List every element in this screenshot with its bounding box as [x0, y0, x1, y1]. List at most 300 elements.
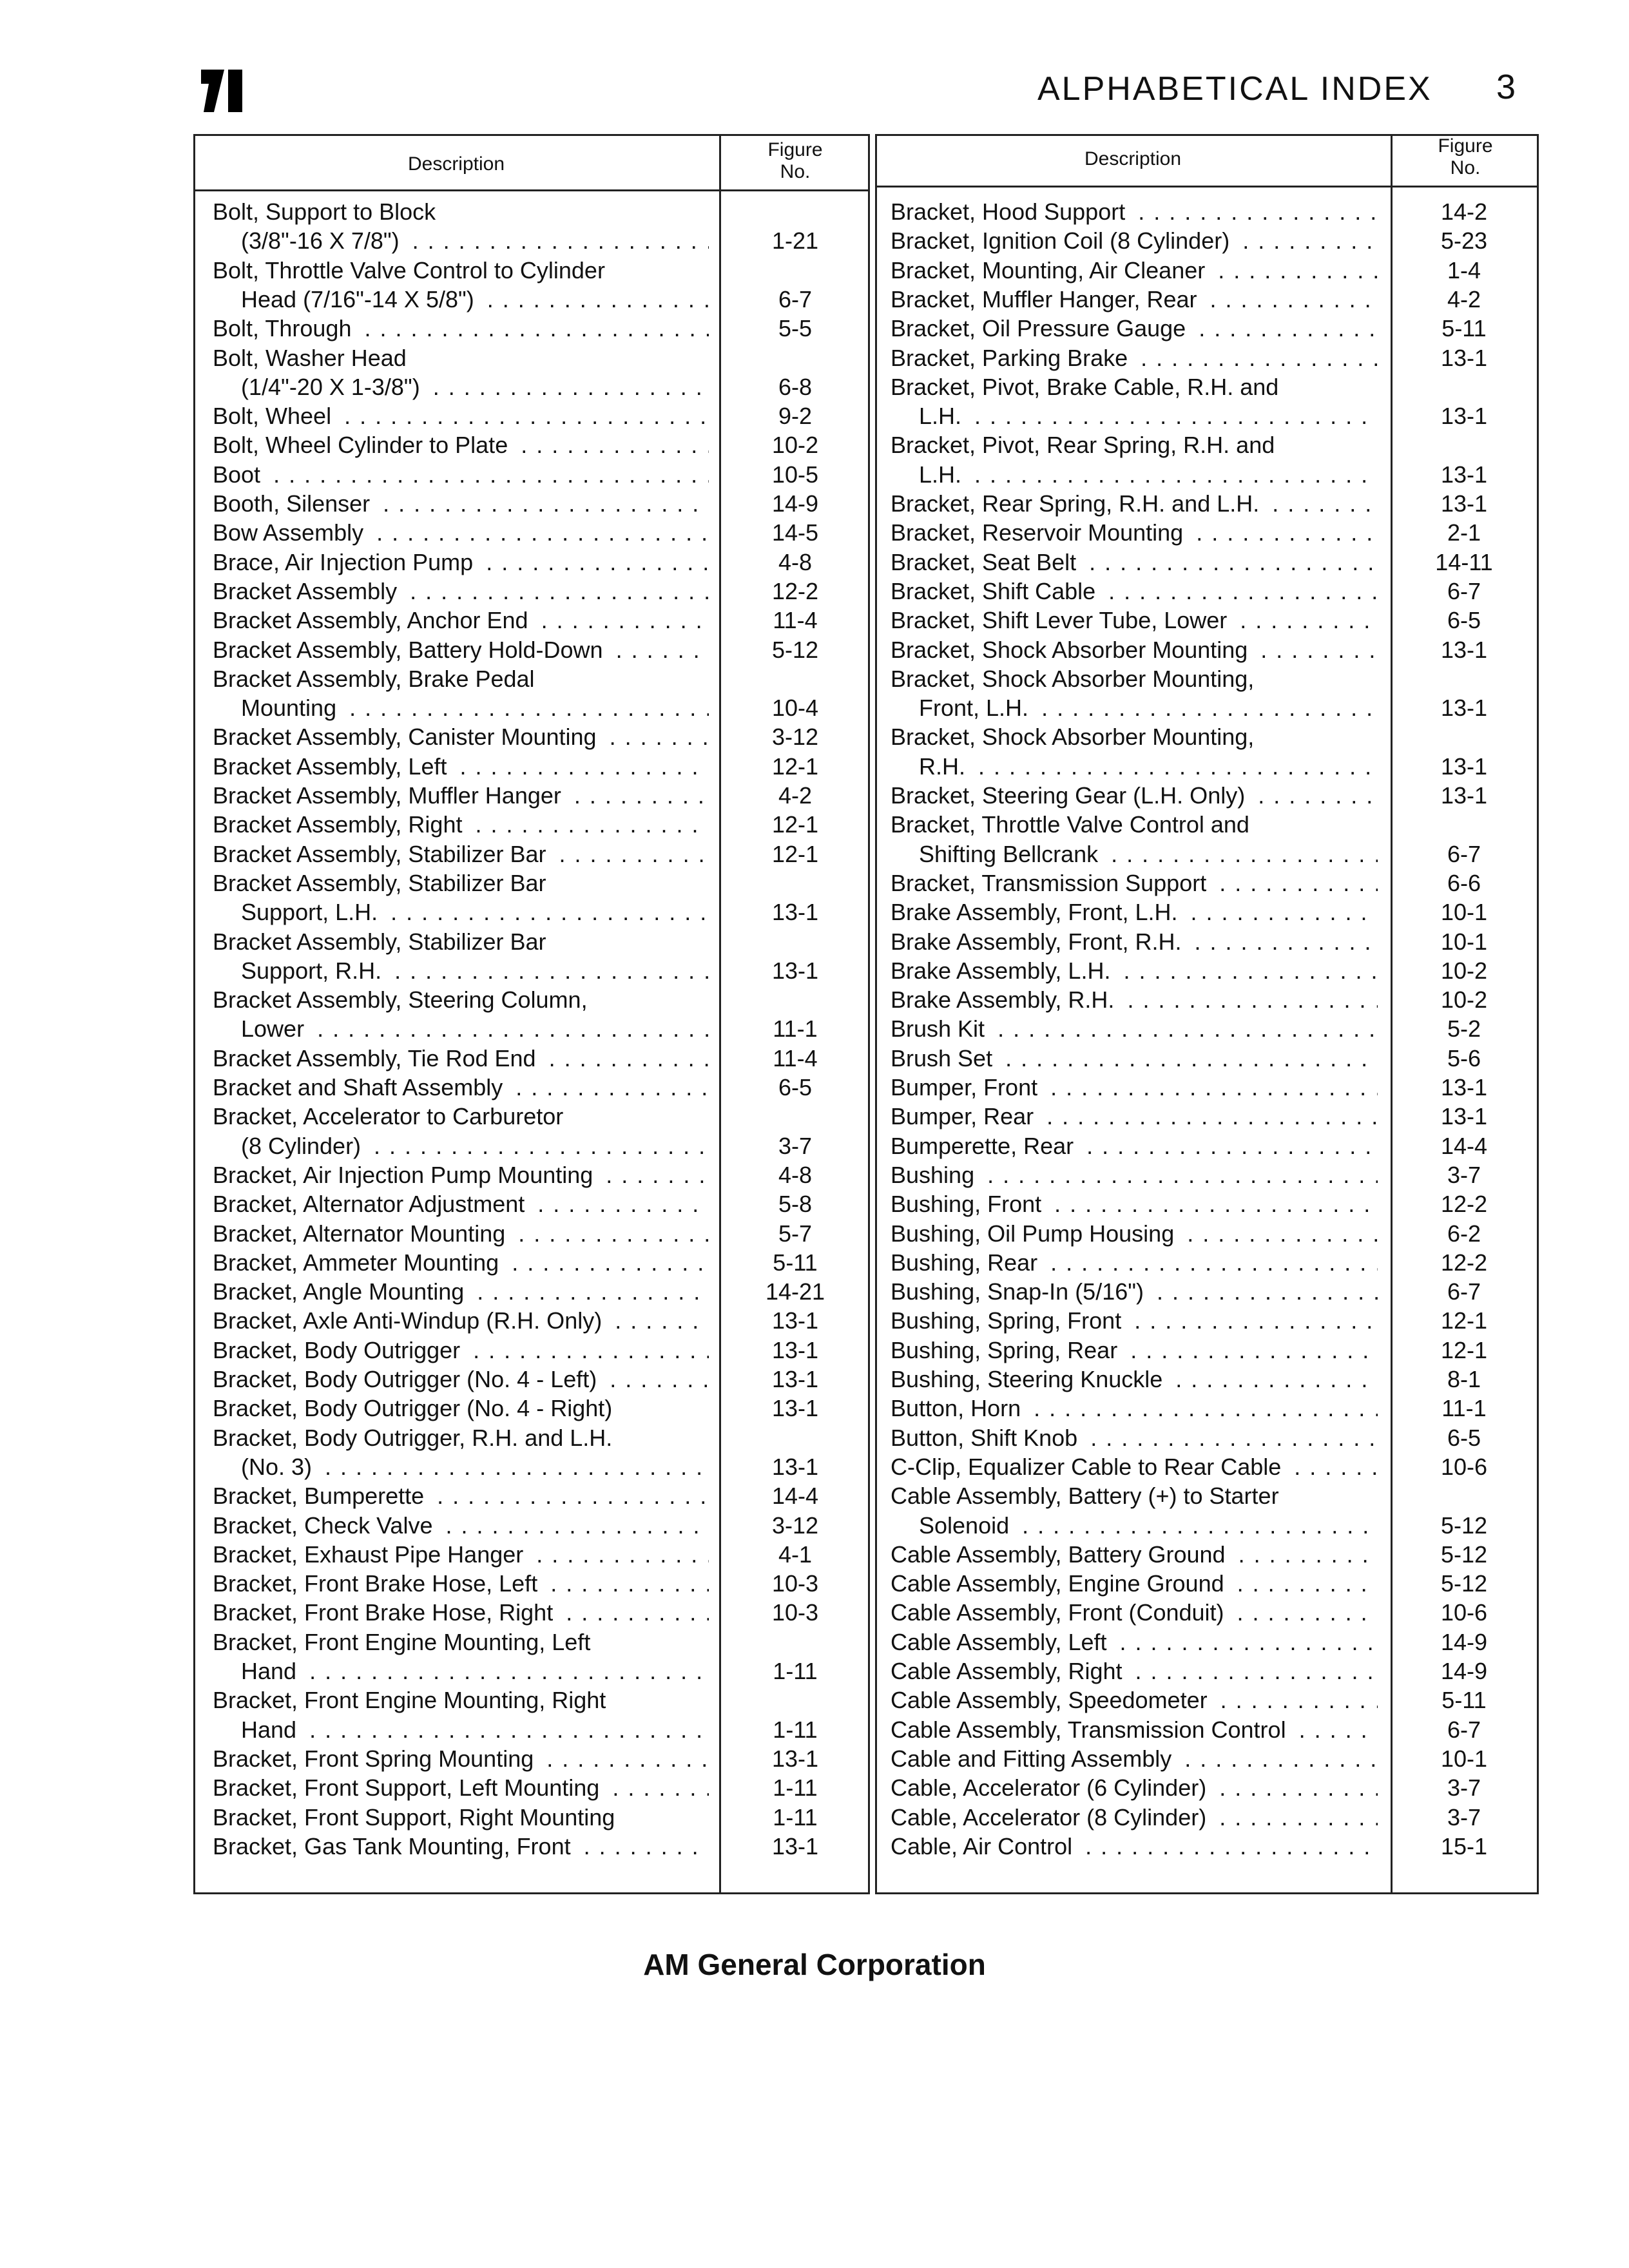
entry-description: Bracket and Shaft Assembly . . .	[213, 1073, 709, 1102]
entry-description: R.H. . . .	[919, 752, 1378, 781]
entry-description: Bracket Assembly, Battery Hold-Down . . .	[213, 635, 709, 664]
index-entry	[213, 1803, 867, 1832]
entry-description: Brake Assembly, L.H. . . .	[891, 956, 1378, 985]
entry-figure-number: 13-1	[771, 1453, 819, 1480]
index-entry	[891, 956, 1536, 985]
index-entry	[891, 606, 1536, 635]
entry-figure-number: 3-7	[1447, 1803, 1481, 1831]
index-entry	[891, 1481, 1536, 1510]
index-entry	[213, 1073, 867, 1102]
entry-figure-number: 3-7	[1447, 1161, 1481, 1188]
index-entry	[891, 1365, 1536, 1394]
entry-description: Mounting . . .	[241, 693, 709, 722]
entry-description: Cable Assembly, Battery (+) to Starter	[891, 1481, 1378, 1510]
entry-description: Bracket, Ignition Coil (8 Cylinder) . . .	[891, 226, 1378, 255]
entry-figure-number: 10-5	[771, 461, 819, 488]
index-entry	[891, 1014, 1536, 1043]
entry-description: Cable Assembly, Battery Ground . . .	[891, 1540, 1378, 1569]
entry-description: Bracket, Shock Absorber Mounting,	[891, 664, 1378, 693]
index-entry	[213, 606, 867, 635]
entry-description: Bracket, Body Outrigger (No. 4 - Left) . . .	[213, 1365, 709, 1394]
page-title: ALPHABETICAL INDEX	[1037, 70, 1432, 108]
index-entry	[891, 314, 1536, 343]
entry-figure-number: 12-1	[1440, 1307, 1488, 1334]
entry-description: Support, L.H. . . .	[241, 898, 709, 927]
index-entry	[891, 1452, 1536, 1481]
index-entry	[891, 1511, 1536, 1540]
index-entry	[891, 752, 1536, 781]
entry-figure-number: 12-1	[771, 840, 819, 867]
entry-figure-number: 11-1	[773, 1015, 818, 1043]
entry-description: (1/4"-20 X 1-3/8") . . .	[241, 372, 709, 401]
entry-description: Bracket, Front Brake Hose, Left . . .	[213, 1569, 709, 1598]
index-entry	[891, 1832, 1536, 1861]
index-entry	[891, 256, 1536, 285]
index-entry	[213, 1511, 867, 1540]
entry-figure-number: 6-5	[778, 1074, 813, 1100]
entry-description: Bracket, Mounting, Air Cleaner . . .	[891, 256, 1378, 285]
entry-figure-number: 14-11	[1435, 548, 1493, 575]
entry-description: Bushing, Rear . . .	[891, 1248, 1378, 1277]
index-entry	[213, 1306, 867, 1335]
entry-figure-number: 14-4	[1440, 1132, 1488, 1159]
index-entry	[891, 1277, 1536, 1306]
index-entry	[891, 518, 1536, 547]
entry-description: Bracket Assembly, Steering Column,	[213, 985, 709, 1014]
index-entry	[891, 1102, 1536, 1131]
entry-figure-number: 13-1	[1440, 1074, 1488, 1100]
entry-description: Bracket, Muffler Hanger, Rear . . .	[891, 285, 1378, 314]
entry-figure-number: 13-1	[771, 899, 819, 926]
entry-figure-number: 13-1	[1440, 636, 1488, 663]
index-entry	[891, 985, 1536, 1014]
entry-description: Bolt, Through . . .	[213, 314, 709, 343]
entry-figure-number: 1-11	[773, 1774, 818, 1802]
index-entry	[891, 197, 1536, 226]
index-entry	[891, 635, 1536, 664]
entry-figure-number: 3-12	[771, 724, 819, 751]
entry-description: Brake Assembly, R.H. . . .	[891, 985, 1378, 1014]
entry-figure-number: 13-1	[771, 957, 819, 984]
entry-description: Bracket, Front Engine Mounting, Left	[213, 1628, 709, 1657]
entry-description: Bracket Assembly . . .	[213, 577, 709, 606]
index-entry	[213, 1102, 867, 1131]
entry-figure-number: 10-3	[771, 1599, 819, 1626]
entry-figure-number: 12-1	[771, 753, 819, 780]
index-entry	[891, 927, 1536, 956]
index-entry	[213, 869, 867, 898]
index-entry	[213, 1131, 867, 1160]
index-entry	[891, 1628, 1536, 1657]
entry-figure-number: 5-8	[778, 1191, 813, 1218]
entry-figure-number: 9-2	[778, 403, 813, 430]
index-entry	[891, 1394, 1536, 1423]
index-entry	[213, 781, 867, 810]
entry-description: Bracket, Throttle Valve Control and	[891, 810, 1378, 839]
entry-description: Boot . . .	[213, 460, 709, 489]
entry-description: Hand . . .	[241, 1657, 709, 1686]
entry-description: Bracket, Bumperette . . .	[213, 1481, 709, 1510]
index-table	[193, 134, 1539, 1894]
index-entry	[213, 1044, 867, 1073]
index-entry	[891, 1131, 1536, 1160]
entry-figure-number: 13-1	[771, 1366, 819, 1392]
entry-figure-number: 14-9	[771, 490, 819, 517]
entry-figure-number: 10-3	[771, 1570, 819, 1597]
entry-description: Cable Assembly, Engine Ground . . .	[891, 1569, 1378, 1598]
entry-figure-number: 10-4	[771, 695, 819, 722]
entry-description: Lower . . .	[241, 1014, 709, 1043]
index-entry	[213, 1248, 867, 1277]
entry-description: Bracket, Seat Belt . . .	[891, 548, 1378, 577]
entry-description: Bracket, Ammeter Mounting . . .	[213, 1248, 709, 1277]
entry-figure-number: 13-1	[771, 1336, 819, 1363]
entry-figure-number: 3-12	[771, 1512, 819, 1539]
entry-description: Shifting Bellcrank . . .	[919, 840, 1378, 869]
index-entry	[213, 314, 867, 343]
entry-figure-number: 6-7	[778, 285, 813, 312]
entry-figure-number: 13-1	[1440, 403, 1488, 430]
entry-description: Bracket, Oil Pressure Gauge . . .	[891, 314, 1378, 343]
entry-description: Bolt, Washer Head	[213, 343, 709, 372]
index-entry	[891, 489, 1536, 518]
entry-description: Bushing, Snap-In (5/16") . . .	[891, 1277, 1378, 1306]
am-general-logo-icon	[201, 70, 244, 112]
entry-figure-number: 13-1	[1440, 753, 1488, 780]
entry-description: Bracket Assembly, Tie Rod End . . .	[213, 1044, 709, 1073]
index-entry	[891, 577, 1536, 606]
entry-description: Booth, Silenser . . .	[213, 489, 709, 518]
entry-description: Cable Assembly, Front (Conduit) . . .	[891, 1598, 1378, 1627]
entry-figure-number: 14-21	[765, 1278, 825, 1305]
index-entry	[213, 1598, 867, 1627]
entry-description: Bracket, Front Spring Mounting . . .	[213, 1744, 709, 1773]
entry-description: Bracket, Rear Spring, R.H. and L.H. . . .	[891, 489, 1378, 518]
index-entry	[213, 1481, 867, 1510]
entry-figure-number: 14-9	[1440, 1628, 1488, 1655]
page-number: 3	[1496, 68, 1516, 106]
entry-figure-number: 6-7	[1447, 1278, 1481, 1305]
index-entry	[213, 401, 867, 430]
index-entry	[891, 1306, 1536, 1335]
entry-figure-number: 4-8	[778, 548, 813, 575]
entry-description: Bracket, Parking Brake . . .	[891, 343, 1378, 372]
entry-description: Bracket, Front Engine Mounting, Right	[213, 1686, 709, 1715]
entry-description: Bracket, Exhaust Pipe Hanger . . .	[213, 1540, 709, 1569]
entry-description: Bracket, Pivot, Rear Spring, R.H. and	[891, 430, 1378, 459]
entry-figure-number: 5-11	[1441, 1687, 1487, 1714]
entry-description: Bracket Assembly, Stabilizer Bar . . .	[213, 840, 709, 869]
entry-figure-number: 12-2	[771, 577, 819, 604]
index-entry	[213, 489, 867, 518]
entry-figure-number: 5-7	[778, 1220, 813, 1247]
entry-figure-number: 5-6	[1447, 1044, 1481, 1072]
entry-figure-number: 6-2	[1447, 1220, 1481, 1247]
index-entry	[891, 1744, 1536, 1773]
entry-description: Bracket Assembly, Stabilizer Bar	[213, 869, 709, 898]
entry-figure-number: 12-2	[1440, 1191, 1488, 1218]
entry-description: Bracket, Alternator Mounting . . .	[213, 1219, 709, 1248]
entry-description: Bracket Assembly, Brake Pedal	[213, 664, 709, 693]
entry-figure-number: 13-1	[771, 1395, 819, 1422]
index-entry	[213, 460, 867, 489]
entry-description: Bushing, Oil Pump Housing . . .	[891, 1219, 1378, 1248]
entry-figure-number: 12-1	[1440, 1336, 1488, 1363]
entry-description: C-Clip, Equalizer Cable to Rear Cable . . .	[891, 1452, 1378, 1481]
entry-figure-number: 11-4	[773, 607, 818, 634]
entry-description: Bracket, Alternator Adjustment . . .	[213, 1189, 709, 1218]
index-entry	[891, 430, 1536, 459]
entry-figure-number: 6-7	[1447, 1716, 1481, 1743]
entry-figure-number: 6-5	[1447, 1424, 1481, 1451]
entry-figure-number: 10-6	[1440, 1599, 1488, 1626]
entry-description: Brace, Air Injection Pump . . .	[213, 548, 709, 577]
index-entry	[213, 1365, 867, 1394]
entry-figure-number: 1-11	[773, 1716, 818, 1743]
entry-figure-number: 13-1	[1440, 695, 1488, 722]
index-entry	[213, 1336, 867, 1365]
entry-figure-number: 11-1	[1441, 1395, 1487, 1422]
index-entry	[213, 1628, 867, 1657]
index-entry	[891, 1189, 1536, 1218]
index-entry	[891, 1219, 1536, 1248]
entry-figure-number: 13-1	[771, 1307, 819, 1334]
index-entry	[213, 1744, 867, 1773]
index-entry	[213, 518, 867, 547]
left-figure-header: Figure No.	[767, 139, 823, 182]
index-entry	[891, 810, 1536, 839]
entry-description: Bracket Assembly, Left . . .	[213, 752, 709, 781]
entry-figure-number: 13-1	[1440, 461, 1488, 488]
entry-figure-number: 5-12	[771, 636, 819, 663]
index-entry	[213, 372, 867, 401]
entry-description: Bracket, Body Outrigger (No. 4 - Right)	[213, 1394, 709, 1423]
index-entry	[891, 1686, 1536, 1715]
index-entry	[213, 752, 867, 781]
entry-figure-number: 13-1	[1440, 782, 1488, 809]
index-entry	[213, 1569, 867, 1598]
index-entry	[213, 635, 867, 664]
entry-description: Cable Assembly, Transmission Control . . .	[891, 1715, 1378, 1744]
footer-company: AM General Corporation	[643, 1948, 986, 1981]
entry-figure-number: 13-1	[1440, 490, 1488, 517]
entry-description: Cable and Fitting Assembly . . .	[891, 1744, 1378, 1773]
index-entry	[213, 577, 867, 606]
entry-figure-number: 6-7	[1447, 577, 1481, 604]
index-entry	[891, 226, 1536, 255]
entry-description: Bracket, Axle Anti-Windup (R.H. Only) . . .	[213, 1306, 709, 1335]
entry-description: Bracket Assembly, Stabilizer Bar	[213, 927, 709, 956]
entry-description: Button, Horn . . .	[891, 1394, 1378, 1423]
entry-figure-number: 14-5	[771, 519, 819, 546]
index-entry	[891, 1073, 1536, 1102]
entry-description: Bow Assembly . . .	[213, 518, 709, 547]
index-entry	[213, 285, 867, 314]
index-entry	[891, 372, 1536, 401]
entry-figure-number: 4-1	[778, 1541, 813, 1568]
entry-figure-number: 6-7	[1447, 840, 1481, 867]
entry-description: Cable Assembly, Speedometer . . .	[891, 1686, 1378, 1715]
index-entry	[213, 1657, 867, 1686]
entry-figure-number: 6-5	[1447, 607, 1481, 634]
index-entry	[213, 1686, 867, 1715]
index-entry	[891, 1540, 1536, 1569]
entry-description: Bracket, Steering Gear (L.H. Only) . . .	[891, 781, 1378, 810]
entry-description: Bracket Assembly, Right . . .	[213, 810, 709, 839]
entry-figure-number: 10-6	[1440, 1453, 1488, 1480]
entry-description: Head (7/16"-14 X 5/8") . . .	[241, 285, 709, 314]
entry-description: Bracket Assembly, Anchor End . . .	[213, 606, 709, 635]
entry-description: Cable, Air Control . . .	[891, 1832, 1378, 1861]
index-entry	[213, 1715, 867, 1744]
index-entry	[213, 840, 867, 869]
entry-description: Bushing, Front . . .	[891, 1189, 1378, 1218]
entry-figure-number: 4-8	[778, 1161, 813, 1188]
index-entry	[891, 1044, 1536, 1073]
entry-description: Bracket, Shift Lever Tube, Lower . . .	[891, 606, 1378, 635]
index-entry	[213, 226, 867, 255]
entry-description: Bracket, Transmission Support . . .	[891, 869, 1378, 898]
index-entry	[891, 285, 1536, 314]
entry-figure-number: 14-4	[771, 1483, 819, 1510]
entry-description: Cable Assembly, Left . . .	[891, 1628, 1378, 1657]
entry-description: Button, Shift Knob . . .	[891, 1423, 1378, 1452]
index-entry	[891, 460, 1536, 489]
index-entry	[891, 781, 1536, 810]
entry-description: Bracket, Air Injection Pump Mounting . . .	[213, 1160, 709, 1189]
entry-figure-number: 5-12	[1440, 1512, 1488, 1539]
index-entry	[891, 343, 1536, 372]
index-entry	[891, 869, 1536, 898]
entry-figure-number: 6-6	[1447, 869, 1481, 896]
entry-figure-number: 10-2	[1440, 957, 1488, 984]
entry-figure-number: 4-2	[1447, 285, 1481, 312]
entry-description: (No. 3) . . .	[241, 1452, 709, 1481]
entry-figure-number: 13-1	[1440, 1103, 1488, 1130]
entry-description: Brake Assembly, Front, L.H. . . .	[891, 898, 1378, 927]
index-entry	[891, 1715, 1536, 1744]
entry-description: (3/8"-16 X 7/8") . . .	[241, 226, 709, 255]
entry-description: Bracket Assembly, Canister Mounting . . .	[213, 722, 709, 751]
index-entry	[213, 1540, 867, 1569]
index-entry	[891, 898, 1536, 927]
entry-figure-number: 12-1	[771, 811, 819, 838]
entry-description: Brake Assembly, Front, R.H. . . .	[891, 927, 1378, 956]
index-entry	[213, 927, 867, 956]
entry-description: Bushing, Spring, Rear . . .	[891, 1336, 1378, 1365]
entry-description: Bracket, Front Support, Right Mounting	[213, 1803, 709, 1832]
entry-description: Bracket, Body Outrigger, R.H. and L.H.	[213, 1423, 709, 1452]
entry-description: Support, R.H. . . .	[241, 956, 709, 985]
index-entry	[891, 1657, 1536, 1686]
entry-description: Bracket, Shift Cable . . .	[891, 577, 1378, 606]
index-entry	[891, 693, 1536, 722]
index-entry	[213, 1014, 867, 1043]
index-entry	[213, 664, 867, 693]
entry-figure-number: 5-5	[778, 315, 813, 342]
entry-figure-number: 3-7	[1447, 1774, 1481, 1802]
entry-description: Bolt, Wheel Cylinder to Plate . . .	[213, 430, 709, 459]
entry-figure-number: 13-1	[1440, 344, 1488, 371]
entry-figure-number: 1-11	[773, 1658, 818, 1684]
index-entry	[213, 1423, 867, 1452]
entry-description: L.H. . . .	[919, 401, 1378, 430]
entry-description: Solenoid . . .	[919, 1511, 1378, 1540]
entry-description: Bumper, Rear . . .	[891, 1102, 1378, 1131]
entry-description: Bracket, Hood Support . . .	[891, 197, 1378, 226]
entry-figure-number: 10-1	[1440, 928, 1488, 955]
index-entry	[213, 1189, 867, 1218]
index-entry	[213, 343, 867, 372]
entry-figure-number: 1-21	[771, 227, 819, 255]
left-header-rule	[193, 189, 870, 191]
index-entry	[213, 722, 867, 751]
index-entry	[891, 1569, 1536, 1598]
entry-figure-number: 5-11	[773, 1249, 818, 1276]
entry-figure-number: 11-4	[773, 1044, 818, 1072]
index-entry	[891, 548, 1536, 577]
index-entry	[891, 664, 1536, 693]
entry-figure-number: 5-11	[1441, 315, 1487, 342]
index-entry	[891, 1248, 1536, 1277]
right-figure-header: Figure No.	[1438, 135, 1493, 178]
index-entry	[213, 1160, 867, 1189]
entry-description: Bracket, Body Outrigger . . .	[213, 1336, 709, 1365]
entry-description: Hand . . .	[241, 1715, 709, 1744]
index-entry	[891, 1336, 1536, 1365]
entry-figure-number: 6-8	[778, 373, 813, 400]
index-entry	[213, 1832, 867, 1861]
left-description-header: Description	[407, 153, 505, 175]
entry-figure-number: 8-1	[1447, 1366, 1481, 1392]
entry-description: Bolt, Wheel . . .	[213, 401, 709, 430]
index-entry	[213, 1277, 867, 1306]
entry-description: L.H. . . .	[919, 460, 1378, 489]
index-entry	[213, 430, 867, 459]
entry-description: Bracket, Front Support, Left Mounting . . .	[213, 1773, 709, 1802]
entry-figure-number: 5-12	[1440, 1541, 1488, 1568]
index-entry	[213, 898, 867, 927]
entry-description: Cable, Accelerator (8 Cylinder) . . .	[891, 1803, 1378, 1832]
entry-description: Bracket, Gas Tank Mounting, Front . . .	[213, 1832, 709, 1861]
entry-description: Bumper, Front . . .	[891, 1073, 1378, 1102]
entry-description: Bracket, Check Valve . . .	[213, 1511, 709, 1540]
index-entry	[213, 810, 867, 839]
entry-description: Bushing . . .	[891, 1160, 1378, 1189]
entry-figure-number: 13-1	[771, 1745, 819, 1772]
index-entry	[213, 956, 867, 985]
entry-figure-number: 2-1	[1447, 519, 1481, 546]
entry-figure-number: 12-2	[1440, 1249, 1488, 1276]
entry-figure-number: 1-11	[773, 1803, 818, 1831]
entry-figure-number: 5-2	[1447, 1015, 1481, 1043]
entry-description: Cable, Accelerator (6 Cylinder) . . .	[891, 1773, 1378, 1802]
index-entry	[891, 1598, 1536, 1627]
index-entry	[213, 1219, 867, 1248]
entry-description: Bolt, Throttle Valve Control to Cylinder	[213, 256, 709, 285]
index-entry	[891, 840, 1536, 869]
entry-figure-number: 3-7	[778, 1132, 813, 1159]
entry-description: Brush Kit . . .	[891, 1014, 1378, 1043]
entry-figure-number: 5-12	[1440, 1570, 1488, 1597]
index-entry	[213, 1452, 867, 1481]
entry-description: Bracket, Front Brake Hose, Right . . .	[213, 1598, 709, 1627]
entry-figure-number: 10-2	[771, 432, 819, 459]
index-entry	[213, 985, 867, 1014]
entry-description: Bushing, Spring, Front . . .	[891, 1306, 1378, 1335]
index-entry	[213, 693, 867, 722]
right-description-header: Description	[1084, 148, 1182, 169]
